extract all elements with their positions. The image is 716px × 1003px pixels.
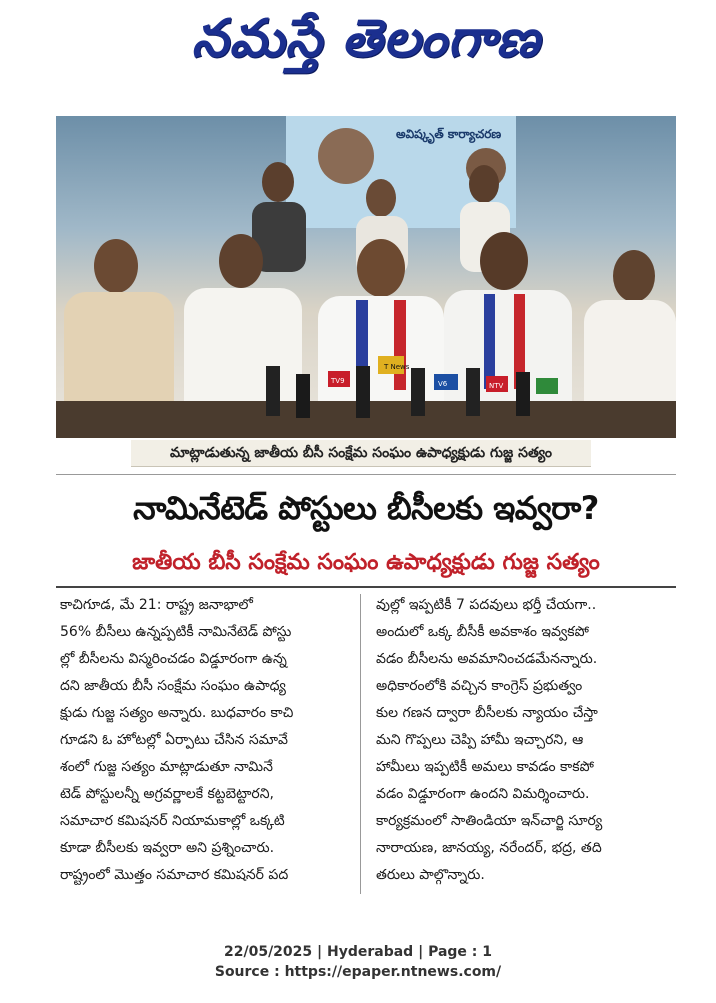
divider-rule: [56, 474, 676, 475]
masthead-title: నమస్తే తెలంగాణ: [191, 9, 541, 69]
mic-label-4: NTV: [489, 382, 504, 390]
article-line: దని జాతీయ బీసీ సంక్షేమ సంఘం ఉపాధ్య: [60, 678, 286, 694]
divider-rule-thick: [56, 586, 676, 588]
article-line: వడం బీసీలను అవమానించడమేనన్నారు.: [376, 651, 598, 667]
footer-date-line: 22/05/2025 | Hyderabad | Page : 1: [223, 944, 493, 960]
mic-label-1: T News: [384, 363, 410, 371]
article-line: తరులు పాల్గొన్నారు.: [376, 867, 485, 883]
banner-portrait-1: [318, 128, 374, 184]
article-column-2: [376, 592, 662, 889]
article-line: కార్యక్రమంలో సాతిండియా ఇన్‌చార్జి సూర్య: [376, 813, 603, 829]
article-line: 56% బీసీలు ఉన్నప్పటికీ నామినేటెడ్ పోస్టు: [60, 624, 292, 640]
column-divider: [360, 594, 361, 894]
article-line: కుల గణన ద్వారా బీసీలకు న్యాయం చేస్తా: [376, 705, 598, 721]
photo-caption: మాట్లాడుతున్న జాతీయ బీసీ సంక్షేమ సంఘం ఉపాధ్యక్షుడు గుజ్జ సత్యం: [131, 440, 591, 467]
article-line: నారాయణ, జానయ్య, నరేందర్, భద్ర, తది: [376, 840, 602, 856]
article-column-1: [60, 592, 346, 889]
article-line: రాష్ట్రంలో మొత్తం సమాచార కమిషనర్ పద: [60, 867, 289, 883]
article-line: అందులో ఒక్క బీసీకీ అవకాశం ఇవ్వకపో: [376, 624, 589, 640]
article-line: గూడని ఓ హోటల్లో ఏర్పాటు చేసిన సమావే: [60, 732, 289, 748]
article-line: వుల్లో ఇప్పటికీ 7 పదవులు భర్తీ చేయగా..: [376, 597, 597, 613]
banner-text: అవిష్కృత్ కార్యాచరణ: [396, 127, 502, 141]
article-line: ల్లో బీసీలను విస్మరించడం విడ్డూరంగా ఉన్న: [60, 651, 287, 667]
news-photo: [56, 116, 676, 438]
article-line: కూడా బీసీలకు ఇవ్వరా అని ప్రశ్నించారు.: [60, 840, 275, 856]
page-footer: [0, 942, 716, 982]
mic-label-3: V6: [438, 380, 448, 388]
article-line: వడం విడ్డూరంగా ఉందని విమర్శించారు.: [376, 786, 590, 802]
subheadline: జాతీయ బీసీ సంక్షేమ సంఘం ఉపాధ్యక్షుడు గుజ్జ సత్యం: [132, 550, 600, 575]
mic-label-2: TV9: [331, 377, 345, 385]
headline: నామినేటెడ్ పోస్టులు బీసీలకు ఇవ్వరా?: [133, 489, 599, 527]
article-line: కాచిగూడ, మే 21: రాష్ట్ర జనాభాలో: [60, 597, 253, 613]
article-line: క్షుడు గుజ్జ సత్యం అన్నారు. బుధవారం కాచి: [60, 705, 294, 721]
article-line: మని గొప్పలు చెప్పి హామీ ఇచ్చారని, ఆ: [376, 732, 584, 748]
footer-source-link[interactable]: Source : https://epaper.ntnews.com/: [214, 964, 502, 980]
newspaper-clipping: [56, 0, 676, 940]
article-line: సమాచార కమిషనర్ నియామకాల్లో ఒక్కటి: [60, 813, 285, 829]
article-line: హామీలు ఇప్పటికీ అమలు కావడం కాకపో: [376, 759, 594, 775]
article-line: టెడ్ పోస్టులన్నీ అగ్రవర్ణాలకే కట్టబెట్టారని,: [60, 786, 274, 802]
article-line: అధికారంలోకి వచ్చిన కాంగ్రెస్ ప్రభుత్వం: [376, 678, 583, 694]
press-meet-illustration: [56, 116, 676, 438]
article-line: శంలో గుజ్జ సత్యం మాట్లాడుతూ నామినే: [60, 759, 273, 775]
